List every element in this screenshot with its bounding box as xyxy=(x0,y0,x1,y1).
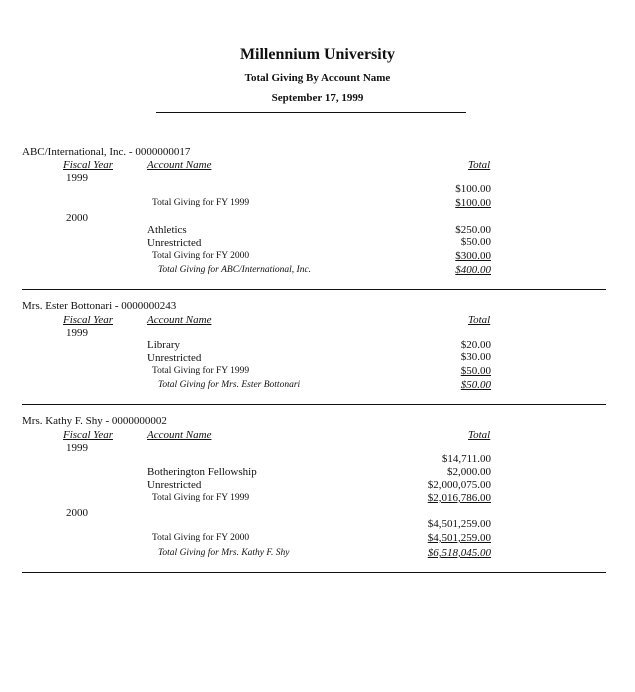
fy-subtotal-label: Total Giving for FY 2000 xyxy=(152,533,250,543)
column-total: Total xyxy=(468,314,491,326)
column-total: Total xyxy=(468,159,491,171)
fy-subtotal-label: Total Giving for FY 1999 xyxy=(152,493,250,503)
section-divider xyxy=(22,404,606,405)
account-name: Library xyxy=(147,339,180,351)
fiscal-year: 1999 xyxy=(66,442,88,454)
donor-total-label: Total Giving for Mrs. Ester Bottonari xyxy=(158,380,301,390)
fy-subtotal-label: Total Giving for FY 2000 xyxy=(152,251,250,261)
donor-total-amount: $6,518,045.00 xyxy=(427,547,491,559)
header-rule xyxy=(156,112,466,113)
fiscal-year: 1999 xyxy=(66,172,88,184)
line-amount: $30.00 xyxy=(460,351,491,363)
line-amount: $2,000,075.00 xyxy=(427,479,491,491)
report-subtitle: Total Giving By Account Name xyxy=(244,72,391,84)
section-divider xyxy=(22,572,606,573)
donor-total-label: Total Giving for Mrs. Kathy F. Shy xyxy=(158,548,290,558)
column-account-name: Account Name xyxy=(147,314,212,326)
donor-total-label: Total Giving for ABC/International, Inc. xyxy=(158,265,312,275)
fiscal-year: 2000 xyxy=(66,507,88,519)
fiscal-year: 1999 xyxy=(66,327,88,339)
account-name: Unrestricted xyxy=(147,237,202,249)
donor-heading: Mrs. Kathy F. Shy - 0000000002 xyxy=(22,415,167,427)
account-name: Unrestricted xyxy=(147,479,202,491)
fiscal-year: 2000 xyxy=(66,212,88,224)
column-total: Total xyxy=(468,429,491,441)
column-account-name: Account Name xyxy=(147,429,212,441)
fy-subtotal-label: Total Giving for FY 1999 xyxy=(152,366,250,376)
account-name: Athletics xyxy=(147,224,187,236)
donor-heading: Mrs. Ester Bottonari - 0000000243 xyxy=(22,300,177,312)
donor-heading: ABC/International, Inc. - 0000000017 xyxy=(22,146,191,158)
column-account-name: Account Name xyxy=(147,159,212,171)
column-fiscal-year: Fiscal Year xyxy=(63,159,114,171)
fy-subtotal-amount: $4,501,259.00 xyxy=(427,532,491,544)
fy-subtotal-amount: $2,016,786.00 xyxy=(427,492,491,504)
report-title: Millennium University xyxy=(239,46,396,63)
line-amount: $250.00 xyxy=(455,224,491,236)
line-amount: $14,711.00 xyxy=(441,453,491,465)
line-amount: $50.00 xyxy=(460,236,491,248)
column-fiscal-year: Fiscal Year xyxy=(63,314,114,326)
fy-subtotal-label: Total Giving for FY 1999 xyxy=(152,198,250,208)
line-amount: $20.00 xyxy=(460,339,491,351)
fy-subtotal-amount: $100.00 xyxy=(455,197,491,209)
line-amount: $2,000.00 xyxy=(447,466,491,478)
section-divider xyxy=(22,289,606,290)
line-amount: $4,501,259.00 xyxy=(427,518,491,530)
report-date: September 17, 1999 xyxy=(271,92,364,104)
column-fiscal-year: Fiscal Year xyxy=(63,429,114,441)
fy-subtotal-amount: $50.00 xyxy=(460,365,491,377)
account-name: Unrestricted xyxy=(147,352,202,364)
fy-subtotal-amount: $300.00 xyxy=(455,250,491,262)
donor-total-amount: $50.00 xyxy=(460,379,491,391)
donor-total-amount: $400.00 xyxy=(455,264,491,276)
account-name: Botherington Fellowship xyxy=(147,466,257,478)
line-amount: $100.00 xyxy=(455,183,491,195)
